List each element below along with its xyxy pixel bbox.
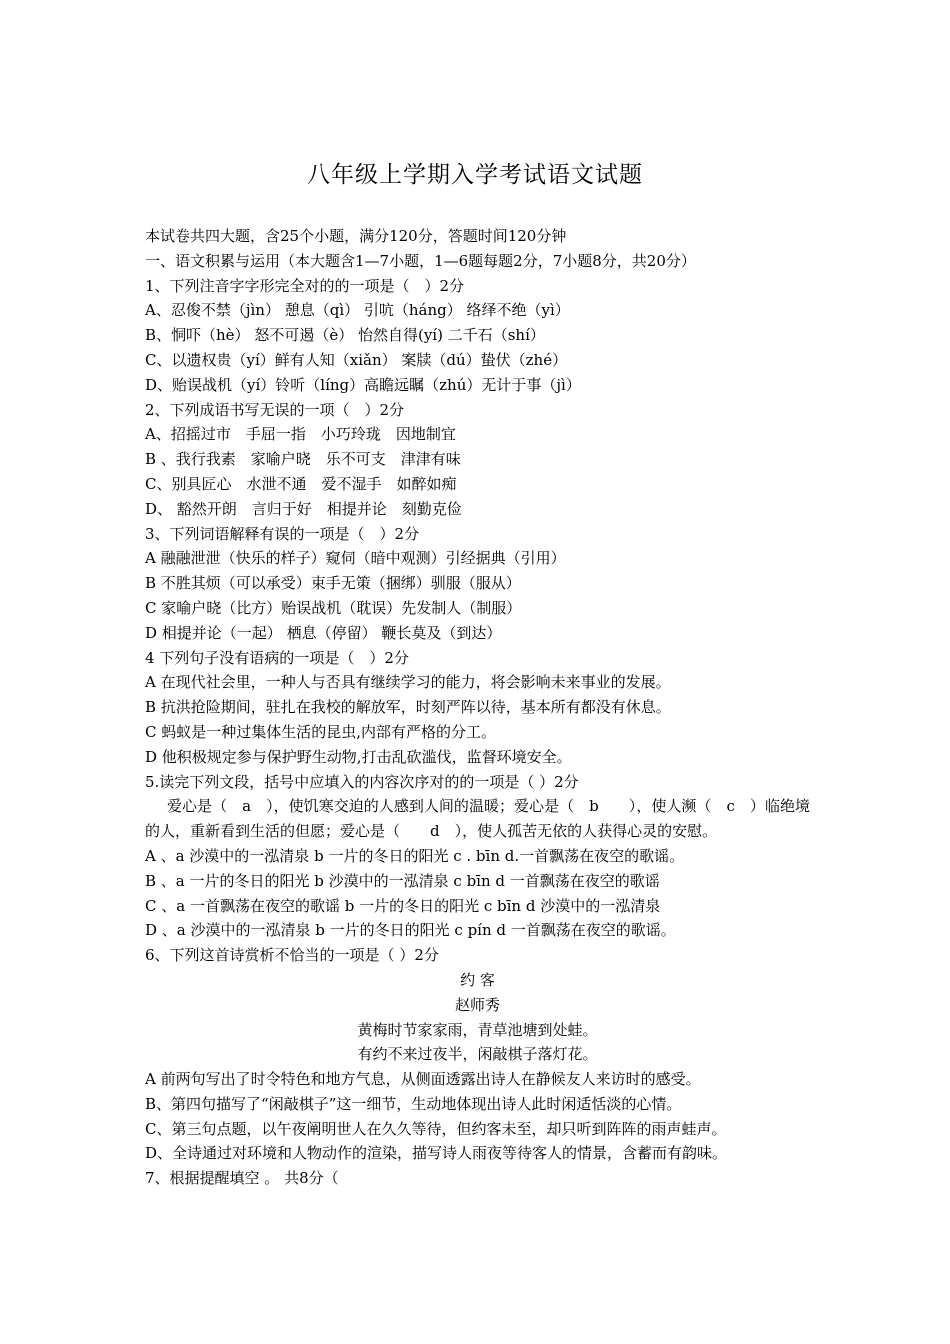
question-6 <box>145 943 810 1166</box>
option-d: D、全诗通过对环境和人物动作的渲染，描写诗人雨夜等待客人的情景，含蓄而有韵味。 <box>145 1144 728 1163</box>
option-d: D 、a 沙漠中的一泓清泉 b 一片的冬日的阳光 c pín d 一首飘荡在夜空的歌谣。 <box>145 921 676 940</box>
poem-line: 有约不来过夜半，闲敲棋子落灯花。 <box>357 1045 598 1064</box>
question-stem: 1、下列注音字字形完全对的的一项是（ ）2分 <box>145 276 465 295</box>
question-3 <box>145 522 810 646</box>
option-c: C 家喻户晓（比方）贻误战机（耽误）先发制人（制服） <box>145 598 522 617</box>
option-d: D 他积极规定参与保护野生动物,打击乱砍滥伐，监督环境安全。 <box>145 747 572 766</box>
question-stem: 6、下列这首诗赏析不恰当的一项是（ ）2分 <box>145 946 439 965</box>
option-d: D、 豁然开朗 言归于好 相提并论 刻勤克俭 <box>145 499 462 518</box>
option-b: B 抗洪抢险期间，驻扎在我校的解放军，时刻严阵以待，基本所有都没有休息。 <box>145 698 671 717</box>
question-2 <box>145 398 810 522</box>
option-a: A 在现代社会里，一种人与否具有继续学习的能力，将会影响未来事业的发展。 <box>145 673 671 692</box>
option-b: B 、a 一片的冬日的阳光 b 沙漠中的一泓清泉 c bīn d 一首飘荡在夜空的歌谣 <box>145 871 660 890</box>
option-b: B、恫吓（hè） 怒不可遏（è） 怡然自得(yí) 二千石（shí） <box>145 326 545 345</box>
option-a: A 融融泄泄（快乐的样子）窥伺（暗中观测）引经据典（引用） <box>145 549 566 568</box>
option-a: A、忍俊不禁（jìn） 憩息（qì） 引吭（háng） 络绎不绝（yì） <box>145 301 570 320</box>
question-1 <box>145 274 810 398</box>
option-a: A、招摇过市 手屈一指 小巧玲珑 因地制宜 <box>145 425 456 444</box>
poem-author: 赵师秀 <box>454 995 500 1014</box>
option-c: C 蚂蚁是一种过集体生活的昆虫,内部有严格的分工。 <box>145 722 497 741</box>
option-b: B 、我行我素 家喻户晓 乐不可支 津津有味 <box>145 450 461 469</box>
page-title: 八年级上学期入学考试语文试题 <box>307 162 643 188</box>
poem-line: 黄梅时节家家雨，青草池塘到处蛙。 <box>357 1020 598 1039</box>
option-c: C、第三句点题，以午夜阐明世人在久久等待，但约客未至，却只听到阵阵的雨声蛙声。 <box>145 1119 727 1138</box>
question-stem: 2、下列成语书写无误的一项（ ）2分 <box>145 400 405 419</box>
question-stem: 3、下列词语解释有误的一项是（ ）2分 <box>145 524 420 543</box>
question-7 <box>145 1166 810 1191</box>
exam-intro: 本试卷共四大题，含25个小题，满分120分，答题时间120分钟 <box>145 227 567 245</box>
option-c: C、别具匠心 水泄不通 爱不湿手 如醉如痴 <box>145 474 457 493</box>
section-heading: 一、语文积累与运用（本大题含1—7小题，1—6题每题2分，7小题8分，共20分） <box>145 251 696 270</box>
exam-body <box>145 224 810 1191</box>
question-4 <box>145 646 810 770</box>
option-c: C 、a 一首飘荡在夜空的歌谣 b 一片的冬日的阳光 c bīn d 沙漠中的一泓清泉 <box>145 896 661 915</box>
option-a: A 前两句写出了时令特色和地方气息，从侧面透露出诗人在静候友人来访时的感受。 <box>145 1070 701 1089</box>
poem-title: 约 客 <box>460 970 495 989</box>
option-b: B、第四句描写了“闲敲棋子”这一细节，生动地体现出诗人此时闲适恬淡的心情。 <box>145 1094 682 1113</box>
question-stem: 5.读完下列文段，括号中应填入的内容次序对的的一项是（ ）2分 <box>145 772 579 791</box>
option-c: C、以遗权贵（yí）鲜有人知（xiǎn） 案牍（dú）蛰伏（zhé） <box>145 350 568 369</box>
question-5 <box>145 770 810 944</box>
option-b: B 不胜其烦（可以承受）束手无策（捆绑）驯服（服从） <box>145 574 521 593</box>
question-stem: 7、根据提醒填空 。 共8分（ <box>145 1169 339 1188</box>
question-stem: 4 下列句子没有语病的一项是（ ）2分 <box>145 648 409 667</box>
option-d: D、贻误战机（yí）铃听（líng）高瞻远瞩（zhú）无计于事（jì） <box>145 375 581 394</box>
question-passage: 爱心是（ a ），使饥寒交迫的人感到人间的温暖；爱心是（ b ），使人濒（ c ）临绝境的人，重新看到生活的但愿；爱心是（ d ），使人孤苦无依的人获得心灵的安慰。 <box>145 797 810 841</box>
option-d: D 相提并论（一起） 栖息（停留） 鞭长莫及（到达） <box>145 623 502 642</box>
option-a: A 、a 沙漠中的一泓清泉 b 一片的冬日的阳光 c . bīn d.一首飘荡在夜空的歌谣。 <box>145 846 685 865</box>
